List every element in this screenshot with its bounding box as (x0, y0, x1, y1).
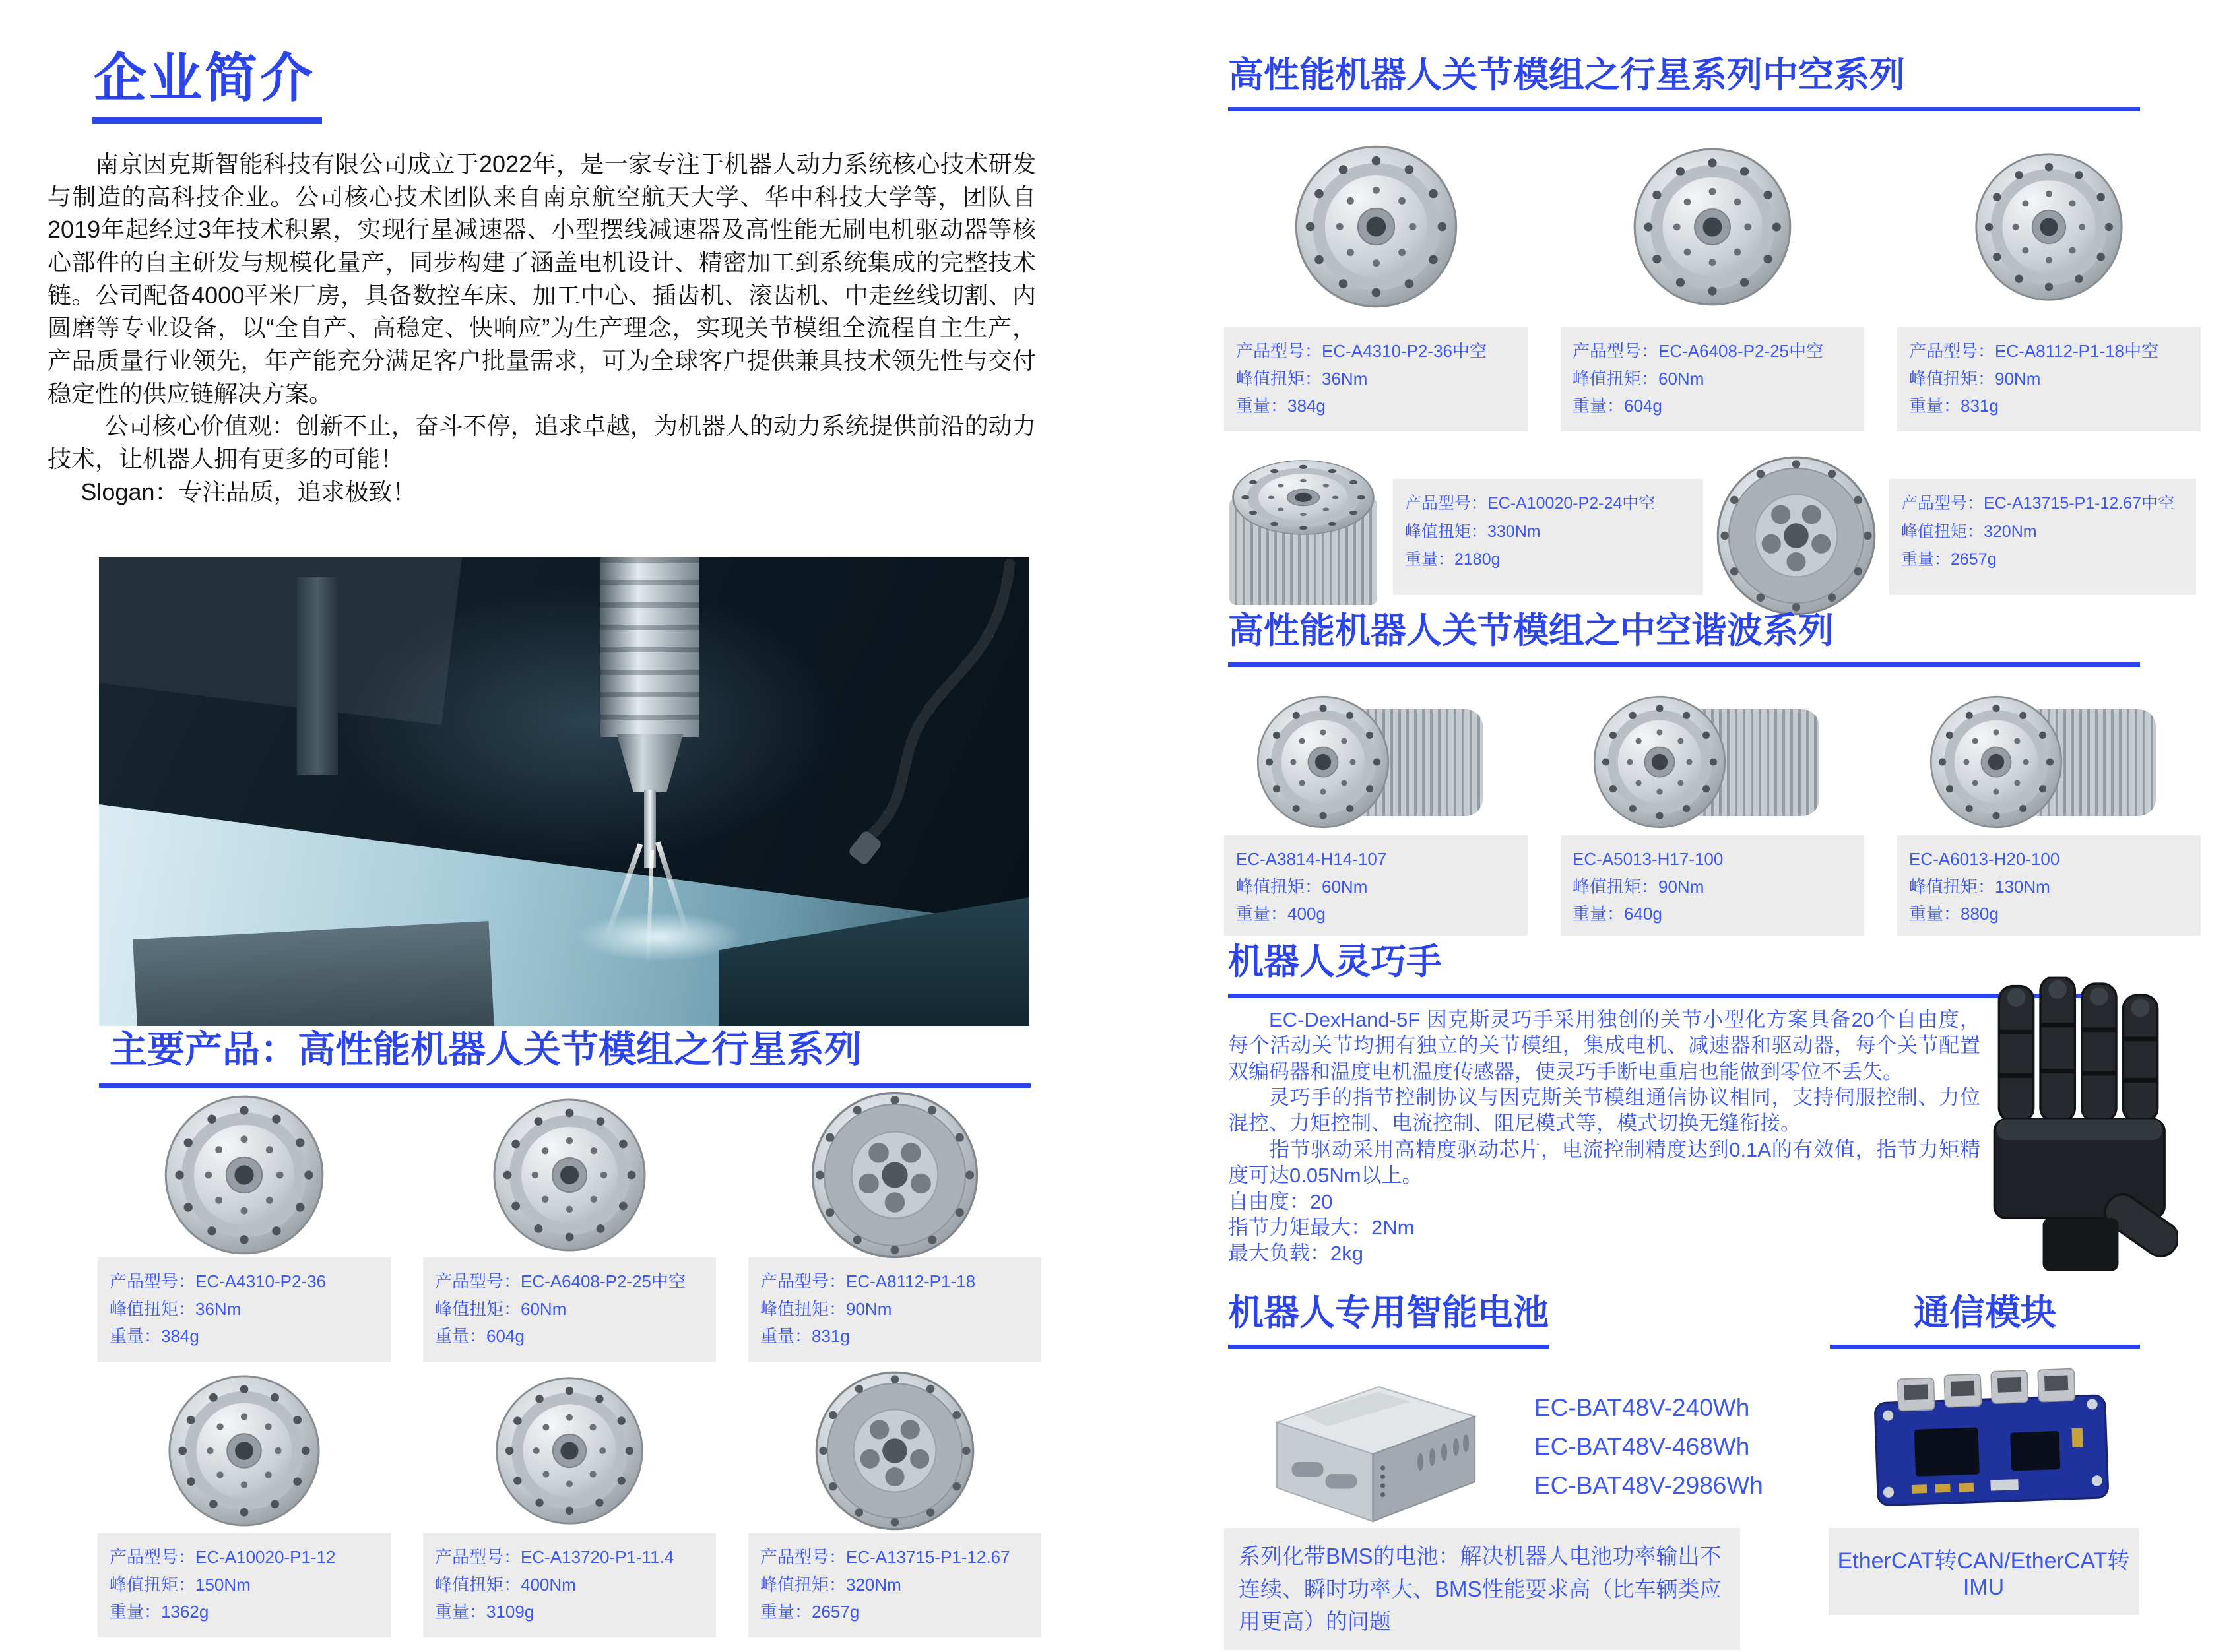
product-card (423, 1368, 716, 1637)
product-torque: 峰值扭矩：400Nm (435, 1574, 576, 1595)
hollow-harmonic-images (1224, 691, 2201, 833)
product-torque: 峰值扭矩：150Nm (110, 1574, 251, 1595)
coolant-splash (577, 912, 742, 961)
product-spec-card (1889, 479, 2196, 595)
battery-model-list (1534, 1388, 1763, 1506)
product-spec-card (423, 1533, 716, 1637)
dexhand-description (1228, 1007, 1980, 1267)
product-model: 产品型号：EC-A6408-P2-25中空 (1572, 341, 1823, 361)
product-image-harmonic-actuator (1567, 692, 1858, 832)
product-model: EC-A3814-H14-107 (1236, 849, 1387, 869)
product-model: 产品型号：EC-A10020-P1-12 (110, 1547, 336, 1567)
product-spec-card (1897, 327, 2201, 431)
cnc-machining-photo (99, 557, 1029, 1026)
dexhand-max-load: 最大负载：2kg (1228, 1242, 1363, 1265)
dexhand-paragraph: 灵巧手的指节控制协议与因克斯关节模组通信协议相同，支持伺服控制、力位混控、力矩控制、电流控制、阻尼模式等，模式切换无缝衔接。 (1228, 1086, 1980, 1135)
product-image-disc-actuator (748, 1368, 1041, 1533)
product-weight: 重量：640g (1572, 904, 1662, 924)
battery-note: 系列化带BMS的电池：解决机器人电池功率输出不连续、瞬时功率大、BMS性能要求高（比车辆类应用更高）的问题 (1224, 1528, 1740, 1650)
dexhand-max-torque: 指节力矩最大：2Nm (1228, 1215, 1415, 1239)
dexhand-dof: 自由度：20 (1228, 1190, 1333, 1213)
intro-values-paragraph: 公司核心价值观：创新不止，奋斗不停，追求卓越，为机器人的动力系统提供前沿的动力技术，让机器人拥有更多的可能！ (48, 412, 1036, 473)
product-card (98, 1093, 391, 1362)
intro-title: 企业简介 (92, 49, 322, 124)
product-weight: 重量：604g (435, 1326, 525, 1347)
right-column (1224, 0, 2201, 1652)
product-spec-card (1224, 835, 1528, 936)
planetary-product-grid (98, 1093, 1041, 1637)
machine-post (297, 577, 338, 775)
product-image-planetary-actuator (1631, 145, 1794, 312)
product-torque: 峰值扭矩：320Nm (760, 1574, 901, 1595)
product-torque: 峰值扭矩：60Nm (1236, 876, 1368, 897)
robot-hand-image (1983, 965, 2178, 1288)
spindle-rings (600, 557, 699, 737)
dexhand-title: 机器人灵巧手 (1228, 942, 2106, 998)
product-image-disc-actuator (748, 1093, 1041, 1257)
battery-model: EC-BAT48V-240Wh (1534, 1394, 1750, 1421)
product-model: EC-A5013-H17-100 (1572, 849, 1724, 869)
coolant-hose (746, 557, 1029, 868)
pcb-image (1835, 1363, 2148, 1523)
product-spec-card (1224, 327, 1528, 431)
product-image-planetary-actuator (98, 1368, 391, 1533)
product-torque: 峰值扭矩：330Nm (1405, 522, 1541, 541)
product-torque: 峰值扭矩：60Nm (435, 1298, 567, 1319)
product-model: 产品型号：EC-A13720-P1-11.4 (435, 1547, 674, 1567)
product-card (423, 1093, 716, 1362)
product-model: 产品型号：EC-A8112-P1-18中空 (1909, 341, 2159, 361)
hollow-planetary-specs (1224, 327, 2201, 431)
product-image-planetary-actuator (423, 1368, 716, 1533)
battery-model: EC-BAT48V-468Wh (1534, 1433, 1750, 1461)
battery-title: 机器人专用智能电池 (1228, 1293, 1549, 1349)
product-torque: 峰值扭矩：130Nm (1909, 876, 2050, 897)
comm-note: EtherCAT转CAN/EtherCAT转IMU (1829, 1528, 2139, 1615)
product-image-planetary-actuator (423, 1093, 716, 1257)
product-card (748, 1368, 1041, 1637)
hollow-harmonic-title: 高性能机器人关节模组之中空谐波系列 (1228, 611, 2140, 667)
battery-model: EC-BAT48V-2986Wh (1534, 1472, 1763, 1500)
product-image-disc-actuator (1714, 453, 1879, 621)
product-model: 产品型号：EC-A8112-P1-18 (760, 1271, 976, 1291)
product-weight: 重量：831g (760, 1326, 850, 1347)
comm-title: 通信模块 (1830, 1293, 2140, 1349)
product-model: 产品型号：EC-A4310-P2-36 (110, 1271, 326, 1291)
product-weight: 重量：2657g (1901, 550, 1997, 569)
intro-slogan: Slogan：专注品质，追求极致！ (81, 478, 416, 505)
dexhand-paragraph: 指节驱动采用高精度驱动芯片，电流控制精度达到0.1A的有效值，指节力矩精度可达0.05Nm以上。 (1228, 1137, 1980, 1188)
product-model: 产品型号：EC-A10020-P2-24中空 (1405, 494, 1656, 513)
product-weight: 重量：384g (1236, 396, 1326, 416)
product-spec-card (98, 1533, 391, 1637)
product-card (748, 1093, 1041, 1362)
product-image-harmonic-actuator (1231, 692, 1521, 832)
product-spec-card (1561, 835, 1864, 936)
battery-image (1233, 1371, 1518, 1529)
product-weight: 重量：400g (1236, 904, 1326, 924)
product-model: EC-A6013-H20-100 (1909, 849, 2060, 869)
product-torque: 峰值扭矩：60Nm (1572, 368, 1704, 389)
product-torque: 峰值扭矩：90Nm (1572, 876, 1704, 897)
product-torque: 峰值扭矩：36Nm (1236, 368, 1368, 389)
product-model: 产品型号：EC-A13715-P1-12.67中空 (1901, 494, 2175, 513)
product-weight: 重量：604g (1572, 396, 1662, 416)
product-weight: 重量：3109g (435, 1602, 535, 1622)
product-model: 产品型号：EC-A6408-P2-25中空 (435, 1271, 686, 1291)
product-card (98, 1368, 391, 1637)
product-spec-card (1393, 479, 1703, 595)
product-image-planetary-actuator (1292, 143, 1460, 314)
workpiece-block (133, 921, 494, 1026)
product-model: 产品型号：EC-A4310-P2-36中空 (1236, 341, 1487, 361)
planetary-section-title: 主要产品：高性能机器人关节模组之行星系列 (99, 1029, 1031, 1088)
product-weight: 重量：2657g (760, 1602, 860, 1622)
product-torque: 峰值扭矩：90Nm (1909, 368, 2041, 389)
product-image-planetary-actuator (1972, 150, 2125, 307)
product-weight: 重量：880g (1909, 904, 1999, 924)
intro-paragraph: 南京因克斯智能科技有限公司成立于2022年，是一家专注于机器人动力系统核心技术研发与制造的高科技企业。公司核心技术团队来自南京航空航天大学、华中科技大学等，团队自2019年起经过3年技术积累，实现行星减速器、小型摆线减速器及高性能无刷电机驱动器等核心部件的自主研发与规模化量产，同步构建了涵盖电机设计、精密加工到系统集成的完整技术链。公司配备4000平米厂房，具备数控车床、加工中心、插齿机、滚齿机、中走丝线切割、内圆磨等专业设备，以“全自产、高稳定、快响应”为生产理念，实现关节模组全流程自主生产，产品质量行业领先，年产能充分满足客户批量需求，可为全球客户提供兼具技术领先性与交付稳定性的供应链解决方案。 (48, 150, 1036, 407)
product-spec-card (98, 1257, 391, 1362)
product-spec-card (423, 1257, 716, 1362)
product-spec-card (1561, 327, 1864, 431)
dexhand-paragraph: EC-DexHand-5F 因克斯灵巧手采用独创的关节小型化方案具备20个自由度，每个活动关节均拥有独立的关节模组，集成电机、减速器和驱动器，每个关节配置双编码器和温度电机温度传感器，使灵巧手断电重启也能做到零位不丢失。 (1228, 1008, 1980, 1083)
product-weight: 重量：2180g (1405, 550, 1501, 569)
product-torque: 峰值扭矩：90Nm (760, 1298, 892, 1319)
product-torque: 峰值扭矩：320Nm (1901, 522, 2037, 541)
product-weight: 重量：384g (110, 1326, 199, 1347)
product-spec-card (1897, 835, 2201, 936)
product-image-harmonic-actuator (1904, 692, 2194, 832)
hollow-planetary-row2 (1224, 454, 2201, 620)
product-image-planetary-actuator (98, 1093, 391, 1257)
product-torque: 峰值扭矩：36Nm (110, 1298, 242, 1319)
hollow-planetary-images (1224, 143, 2201, 309)
hollow-harmonic-specs (1224, 835, 2201, 936)
product-weight: 重量：831g (1909, 396, 1999, 416)
hollow-planetary-title: 高性能机器人关节模组之行星系列中空系列 (1228, 55, 2140, 111)
product-spec-card (748, 1533, 1041, 1637)
product-image-cylindrical-actuator (1224, 457, 1382, 617)
product-spec-card (748, 1257, 1041, 1362)
intro-section (48, 148, 1036, 508)
product-model: 产品型号：EC-A13715-P1-12.67 (760, 1547, 1010, 1567)
product-weight: 重量：1362g (110, 1602, 209, 1622)
